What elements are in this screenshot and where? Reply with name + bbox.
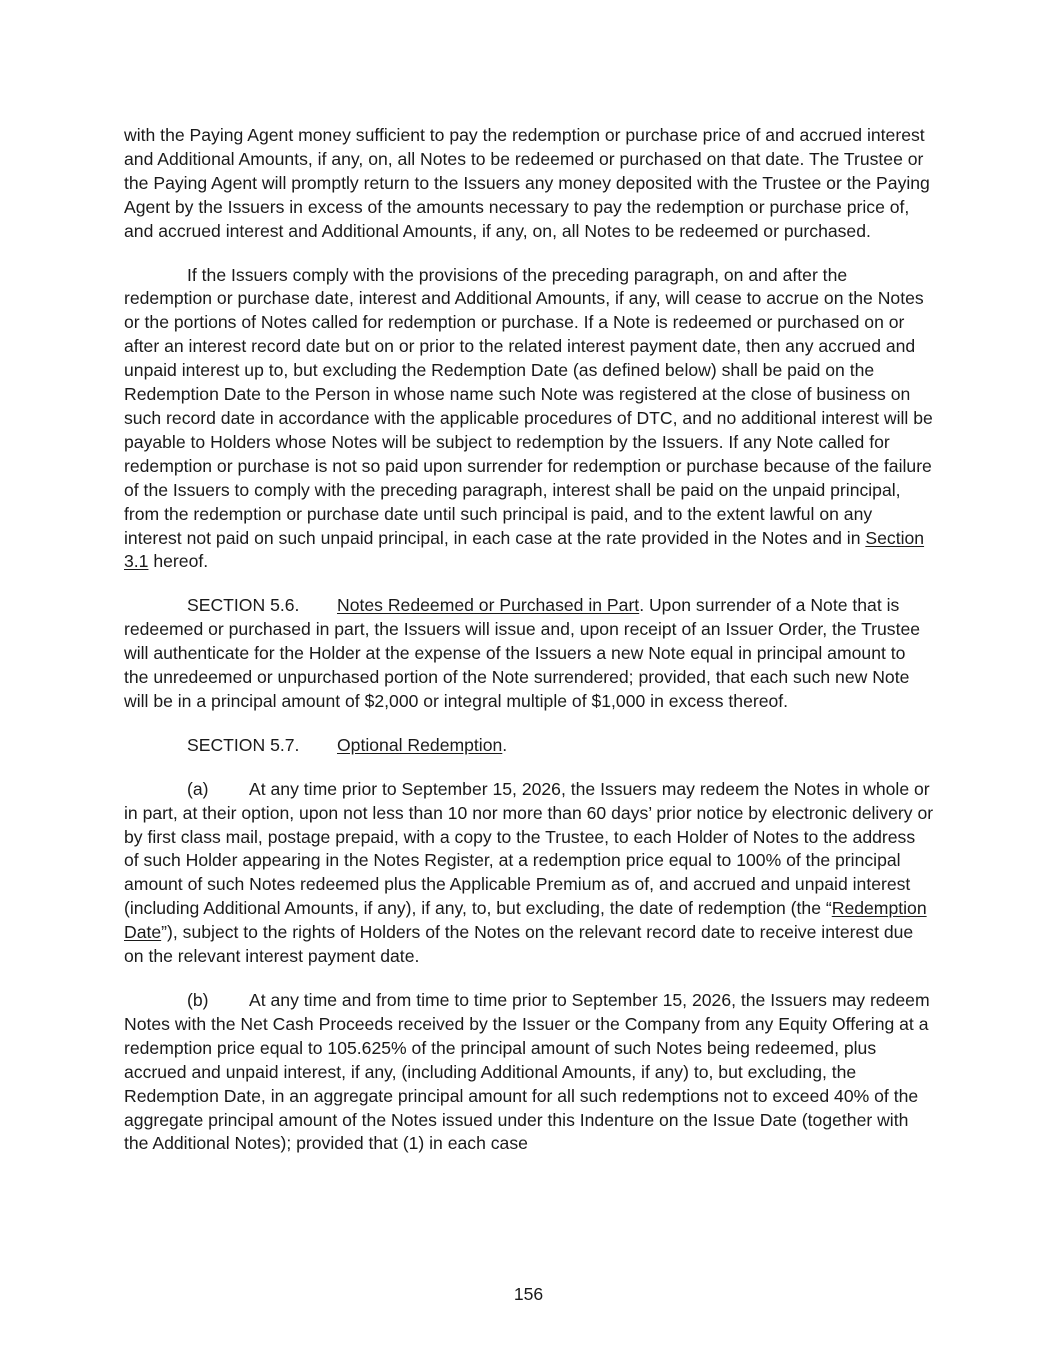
- section-5-7-heading: SECTION 5.7. Optional Redemption.: [124, 734, 934, 758]
- paragraph-paying-agent: with the Paying Agent money sufficient to pay the redemption or purchase price of and accrued interest and Additional Amounts, if any, on, all Notes to be redeemed or purchased on that date. The Trustee or the Paying Agent will promptly return to the Issuers any money deposited with the Trustee or the Paying Agent by the Issuers in excess of the amounts necessary to pay the redemption or purchase price of, and accrued interest and Additional Amounts, if any, on, all Notes to be redeemed or purchased.: [124, 125, 930, 241]
- clause-a-label: (a): [187, 778, 209, 799]
- page-content: [124, 124, 934, 1176]
- clause-b-label: (b): [187, 990, 209, 1010]
- redemption-date-term: Redemption Date: [124, 898, 927, 943]
- clause-a: (a) At any time prior to September 15, 2026, the Issuers may redeem the Notes in whole or in part, at their option, upon not less than 10 nor more than 60 days’ prior notice by electronic delivery or by first class mail, postage prepaid, with a copy to the Trustee, to each Holder of Notes to the address of such Holder appearing in the Notes Register, at a redemption price equal to 100% of the principal amount of such Notes redeemed plus the Applicable Premium as of, and accrued and unpaid interest (including Additional Amounts, if any), if any, to, but excluding, the date of redemption (the “Redemption Date”), subject to the rights of Holders of the Notes on the relevant record date to receive interest due on the relevant interest payment date.: [124, 778, 934, 967]
- section-5-7-number: SECTION 5.7.: [187, 734, 300, 755]
- section-3-1-reference: Section 3.1: [124, 527, 925, 572]
- page-number: 156: [513, 1284, 544, 1304]
- section-5-6-number: SECTION 5.6.: [187, 595, 300, 616]
- section-5-6-title: Notes Redeemed or Purchased in Part: [337, 595, 640, 616]
- paragraph-cease-to-accrue: If the Issuers comply with the provisions of the preceding paragraph, on and after the redemption or purchase date, interest and Additional Amounts, if any, will cease to accrue on the Notes or the portions of Notes called for redemption or purchase. If a Note is redeemed or purchased on or after an interest record date but on or prior to the related interest payment date, then any accrued and unpaid interest up to, but excluding the Redemption Date (as defined below) shall be paid on the Redemption Date to the Person in whose name such Note was registered at the close of business on such record date in accordance with the applicable procedures of DTC, and no additional interest will be payable to Holders whose Notes will be subject to redemption by the Issuers. If any Note called for redemption or purchase is not so paid upon surrender for redemption or purchase because of the failure of the Issuers to comply with the preceding paragraph, interest shall be paid on the unpaid principal, from the redemption or purchase date until such principal is paid, and to the extent lawful on any interest not paid on such unpaid principal, in each case at the rate provided in the Notes and in Section 3.1 hereof.: [124, 264, 933, 572]
- clause-b: (b) At any time and from time to time prior to September 15, 2026, the Issuers may redeem Notes with the Net Cash Proceeds received by the Issuer or the Company from any Equity Offering at a redemption price equal to 105.625% of the principal amount of such Notes being redeemed, plus accrued and unpaid interest, if any, (including Additional Amounts, if any) to, but excluding, the Redemption Date, in an aggregate principal amount for all such redemptions not to exceed 40% of the aggregate principal amount of the Notes issued under this Indenture on the Issue Date (together with the Additional Notes); provided that (1) in each case: [124, 990, 930, 1154]
- section-5-6: SECTION 5.6. Notes Redeemed or Purchased in Part. Upon surrender of a Note that is redeemed or purchased in part, the Issuers will issue and, upon receipt of an Issuer Order, the Trustee will authenticate for the Holder at the expense of the Issuers a new Note equal in principal amount to the unredeemed or unpurchased portion of the Note surrendered; provided, that each such new Note will be in a principal amount of $2,000 or integral multiple of $1,000 in excess thereof.: [124, 595, 921, 711]
- section-5-7-title: Optional Redemption: [337, 734, 503, 755]
